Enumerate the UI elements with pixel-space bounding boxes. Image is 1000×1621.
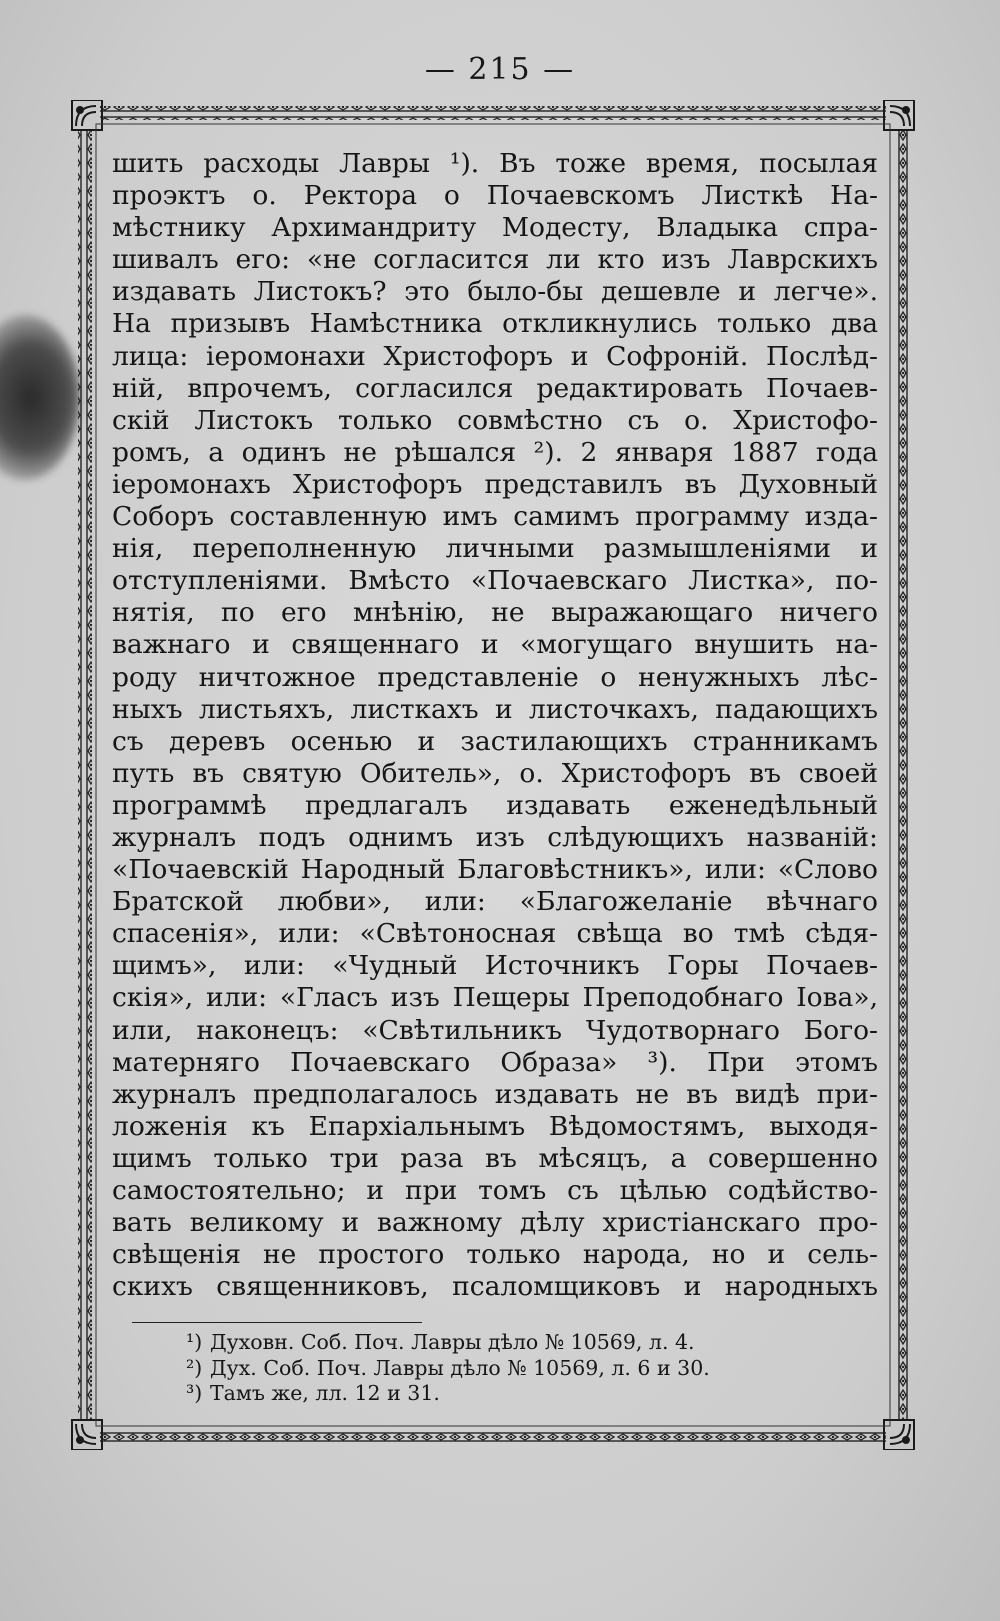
text-line: лица: іеромонахи Христофоръ и Софроній. Послѣд- xyxy=(112,340,878,372)
body-text xyxy=(112,148,878,1303)
footnote-rule xyxy=(132,1322,422,1323)
text-line: свѣщенія не простого только народа, но и сель- xyxy=(112,1239,878,1271)
text-line: проэктъ о. Ректора о Почаевскомъ Листкѣ На- xyxy=(112,180,878,212)
border-top xyxy=(100,106,886,120)
text-line: путь въ святую Обитель», о. Христофоръ въ своей xyxy=(112,757,878,789)
text-line: ромъ, а одинъ не рѣшался ²). 2 января 1887 года xyxy=(112,436,878,468)
border-bottom xyxy=(100,1428,886,1442)
text-line: матерняго Почаевскаго Образа» ³). При этомъ xyxy=(112,1046,878,1078)
text-line: іеромонахъ Христофоръ представилъ въ Духовный xyxy=(112,468,878,500)
text-line: шивалъ его: «не согласится ли кто изъ Лаврскихъ xyxy=(112,244,878,276)
footnote-mark: ³) xyxy=(186,1381,203,1405)
text-line: щимъ», или: «Чудный Источникъ Горы Почаев- xyxy=(112,950,878,982)
page-number: — 215 — xyxy=(424,52,576,87)
footnote-mark: ²) xyxy=(186,1355,203,1380)
footnote xyxy=(186,1356,886,1382)
text-line: отступленіями. Вмѣсто «Почаевскаго Листка», по- xyxy=(112,565,878,597)
text-line: журналъ предполагалось издавать не въ видѣ при- xyxy=(112,1078,878,1110)
ink-smudge xyxy=(0,315,80,480)
corner-ornament-bottom-right xyxy=(884,1420,914,1450)
footnotes xyxy=(186,1330,886,1407)
text-line: скихъ священниковъ, псаломщиковъ и народныхъ xyxy=(112,1271,878,1303)
text-line: издавать Листокъ? это было-бы дешевле и легче». xyxy=(112,276,878,308)
footnote xyxy=(186,1381,886,1407)
text-line: шить расходы Лавры ¹). Въ тоже время, посылая xyxy=(112,148,878,179)
text-line: Братской любви», или: «Благожеланіе вѣчнаго xyxy=(112,886,878,918)
corner-ornament-bottom-left xyxy=(72,1420,102,1450)
footnote-text: Духовн. Соб. Поч. Лавры дѣло № 10569, л. 4. xyxy=(210,1330,695,1354)
text-line: нятія, по его мнѣнію, не выражающаго ничего xyxy=(112,597,878,629)
corner-ornament-top-right xyxy=(884,100,914,130)
text-line: или, наконецъ: «Свѣтильникъ Чудотворнаго Бого- xyxy=(112,1014,878,1046)
footnote-text: Тамъ же, лл. 12 и 31. xyxy=(210,1381,440,1405)
text-line: важнаго и священнаго и «могущаго внушить на- xyxy=(112,629,878,661)
text-line: спасенія», или: «Свѣтоносная свѣща во тмѣ сѣдя- xyxy=(112,918,878,950)
text-line: программѣ предлагалъ издавать еженедѣльный xyxy=(112,789,878,821)
text-line: роду ничтожное представленіе о ненужныхъ лѣс- xyxy=(112,661,878,693)
corner-ornament-top-left xyxy=(72,100,102,130)
text-line: ныхъ листьяхъ, листкахъ и листочкахъ, падающихъ xyxy=(112,693,878,725)
text-line: На призывъ Намѣстника откликнулись только два xyxy=(112,308,878,340)
text-line: ложенія къ Епархіальнымъ Вѣдомостямъ, выходя- xyxy=(112,1110,878,1142)
border-left xyxy=(78,130,92,1420)
text-line: самостоятельно; и при томъ съ цѣлью содѣйство- xyxy=(112,1175,878,1206)
text-line: вать великому и важному дѣлу христіанскаго про- xyxy=(112,1207,878,1239)
text-line: щимъ только три раза въ мѣсяцъ, а совершенно xyxy=(112,1142,878,1174)
text-line: скія», или: «Гласъ изъ Пещеры Преподобнаго Іова», xyxy=(112,982,878,1014)
text-line: ній, впрочемъ, согласился редактировать Почаев- xyxy=(112,372,878,404)
text-line: скій Листокъ только совмѣстно съ о. Христофо- xyxy=(112,404,878,436)
text-line: съ деревъ осенью и застилающихъ странникамъ xyxy=(112,725,878,757)
border-right xyxy=(894,130,908,1420)
text-line: Соборъ составленную имъ самимъ программу изда- xyxy=(112,501,878,533)
text-line: журналъ подъ однимъ изъ слѣдующихъ названій: xyxy=(112,821,878,853)
text-line: нія, переполненную личными размышленіями и xyxy=(112,533,878,565)
text-line: «Почаевскій Народный Благовѣстникъ», или: «Слово xyxy=(112,854,878,886)
text-line: мѣстнику Архимандриту Модесту, Владыка спра- xyxy=(112,212,878,244)
footnote-mark: ¹) xyxy=(186,1330,203,1354)
footnote-text: Дух. Соб. Поч. Лавры дѣло № 10569, л. 6 и 30. xyxy=(210,1355,710,1380)
footnote xyxy=(186,1330,886,1356)
